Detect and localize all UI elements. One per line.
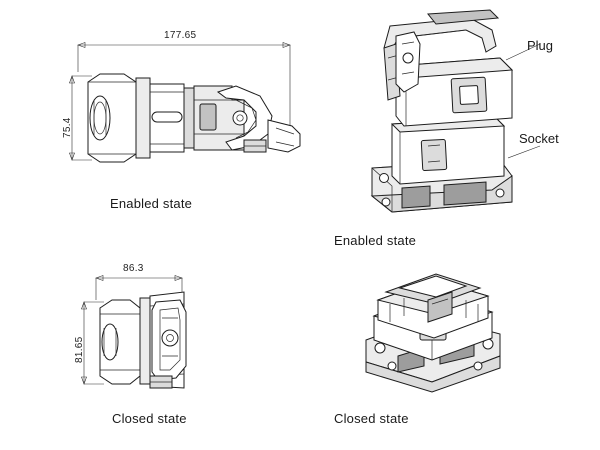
assembly-closed-3d	[366, 274, 500, 392]
dimension-label-754: 75.4	[62, 117, 73, 138]
dimension-label-8165: 81.65	[74, 336, 85, 363]
plug-closed-side-view	[100, 292, 186, 388]
dimension-label-17765: 177.65	[164, 30, 197, 41]
dimension-86-3	[96, 276, 182, 301]
caption-bottom-right: Closed state	[334, 411, 409, 426]
caption-bottom-left: Closed state	[112, 411, 187, 426]
socket-3d	[372, 118, 512, 212]
callout-socket: Socket	[519, 131, 559, 146]
callout-plug: Plug	[527, 38, 554, 53]
dimension-177-65	[78, 43, 290, 143]
caption-top-right: Enabled state	[334, 233, 417, 248]
dimension-label-863: 86.3	[123, 263, 144, 274]
plug-3d	[384, 10, 512, 126]
plug-body-side-view	[88, 74, 300, 162]
caption-top-left: Enabled state	[110, 196, 193, 211]
